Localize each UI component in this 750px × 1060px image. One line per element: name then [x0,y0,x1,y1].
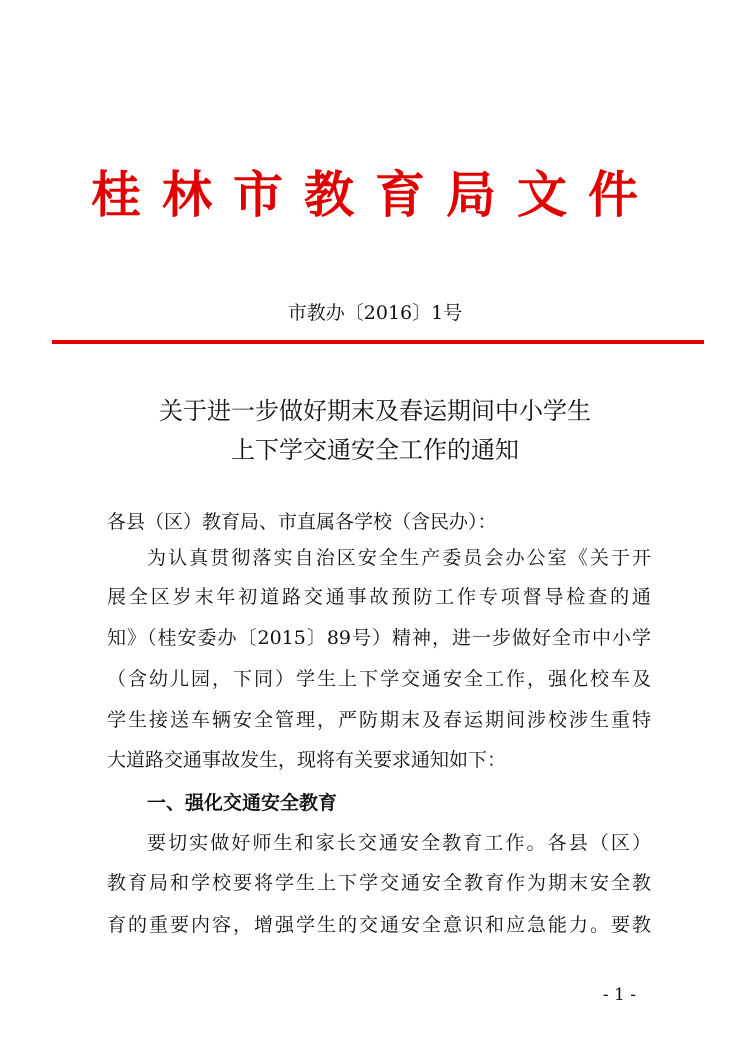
paragraph2-line: 教育局和学校要将学生上下学交通安全教育作为期末安全教 [107,872,651,894]
masthead-title: 桂林市教育局文件 [91,165,659,224]
salutation: 各县（区）教育局、市直属各学校（含民办）： [107,511,497,533]
notice-title-line-1: 关于进一步做好期末及春运期间中小学生 [159,397,591,425]
paragraph2-line: 要切实做好师生和家长交通安全教育工作。各县（区） [147,832,651,854]
page-number: - 1 - [602,985,636,1005]
red-divider-line [52,340,704,344]
notice-title-line-2: 上下学交通安全工作的通知 [231,436,519,464]
paragraph1-line: 知》（桂安委办〔2015〕89号）精神，进一步做好全市中小学 [107,627,651,649]
paragraph1-line: 学生接送车辆安全管理，严防期末及春运期间涉校涉生重特 [107,709,651,731]
paragraph1-line: 为认真贯彻落实自治区安全生产委员会办公室《关于开 [147,547,651,569]
paragraph2-line: 育的重要内容，增强学生的交通安全意识和应急能力。要教 [107,914,651,936]
document-number: 市教办〔2016〕1号 [287,302,463,324]
paragraph1-line: 展全区岁末年初道路交通事故预防工作专项督导检查的通 [107,586,651,608]
paragraph1-line: 大道路交通事故发生，现将有关要求通知如下： [107,749,507,771]
paragraph1-line: （含幼儿园，下同）学生上下学交通安全工作，强化校车及 [107,668,651,690]
section-heading: 一、强化交通安全教育 [147,792,338,814]
